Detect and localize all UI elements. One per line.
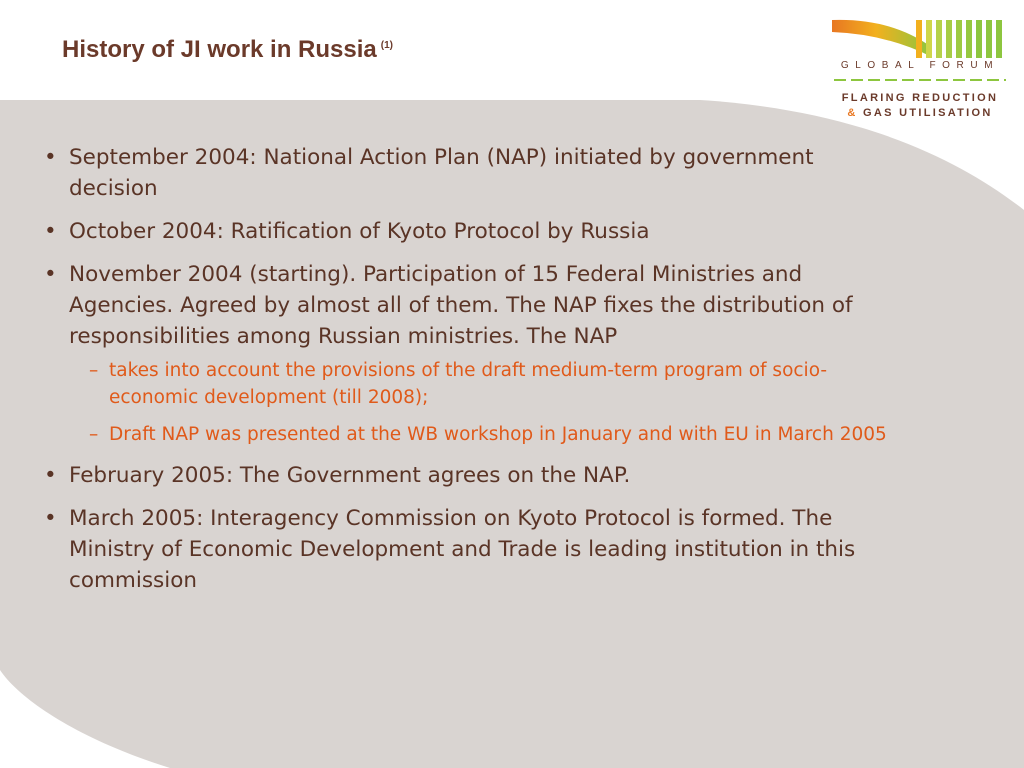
- slide-title-suffix: (1): [380, 40, 393, 51]
- bullet-item: [44, 142, 904, 204]
- bullet-item: [44, 216, 904, 247]
- bullet-text: September 2004: National Action Plan (NAP) initiated by government decision: [69, 145, 814, 201]
- bullet-list: [44, 142, 904, 608]
- bullet-item: [44, 460, 904, 491]
- bullet-item: [44, 259, 904, 448]
- logo-gas-utilisation-line: [830, 107, 1010, 119]
- sub-bullet-item: [69, 421, 904, 448]
- dash-icon: –: [89, 360, 99, 381]
- bullet-dot-icon: •: [44, 463, 57, 488]
- bullet-dot-icon: •: [44, 262, 57, 287]
- logo-ampersand: &: [847, 107, 858, 119]
- dash-icon: –: [89, 424, 99, 445]
- bullet-text: October 2004: Ratification of Kyoto Protocol by Russia: [69, 219, 650, 244]
- logo-gas-utilisation-text: GAS UTILISATION: [862, 107, 993, 119]
- sub-bullet-item: [69, 357, 904, 411]
- bullet-text: November 2004 (starting). Participation of 15 Federal Ministries and Agencies. Agreed by almost all of them. The NAP fixes the distribution of responsibilities among Russian ministries. The NAP: [69, 262, 853, 349]
- logo-graphic-icon: [830, 16, 1010, 60]
- sub-bullet-text: takes into account the provisions of the draft medium-term program of socio-economic development (till 2008);: [109, 360, 828, 408]
- logo-dashed-line-icon: [834, 78, 1006, 82]
- bullet-text: March 2005: Interagency Commission on Kyoto Protocol is formed. The Ministry of Economic Development and Trade is leading institution in this commission: [69, 506, 856, 593]
- logo-flaring-reduction-text: FLARING REDUCTION: [841, 92, 999, 104]
- bullet-dot-icon: •: [44, 145, 57, 170]
- global-forum-logo: [830, 16, 1010, 126]
- bullet-dot-icon: •: [44, 506, 57, 531]
- bullet-item: [44, 503, 904, 596]
- slide-title-text: History of JI work in Russia: [62, 36, 377, 63]
- bullet-text: February 2005: The Government agrees on the NAP.: [69, 463, 631, 488]
- slide-title: [62, 36, 393, 64]
- sub-bullet-text: Draft NAP was presented at the WB workshop in January and with EU in March 2005: [109, 424, 887, 445]
- bullet-dot-icon: •: [44, 219, 57, 244]
- sub-bullet-list: [69, 357, 904, 448]
- logo-global-forum-text: GLOBAL FORUM: [840, 60, 1000, 71]
